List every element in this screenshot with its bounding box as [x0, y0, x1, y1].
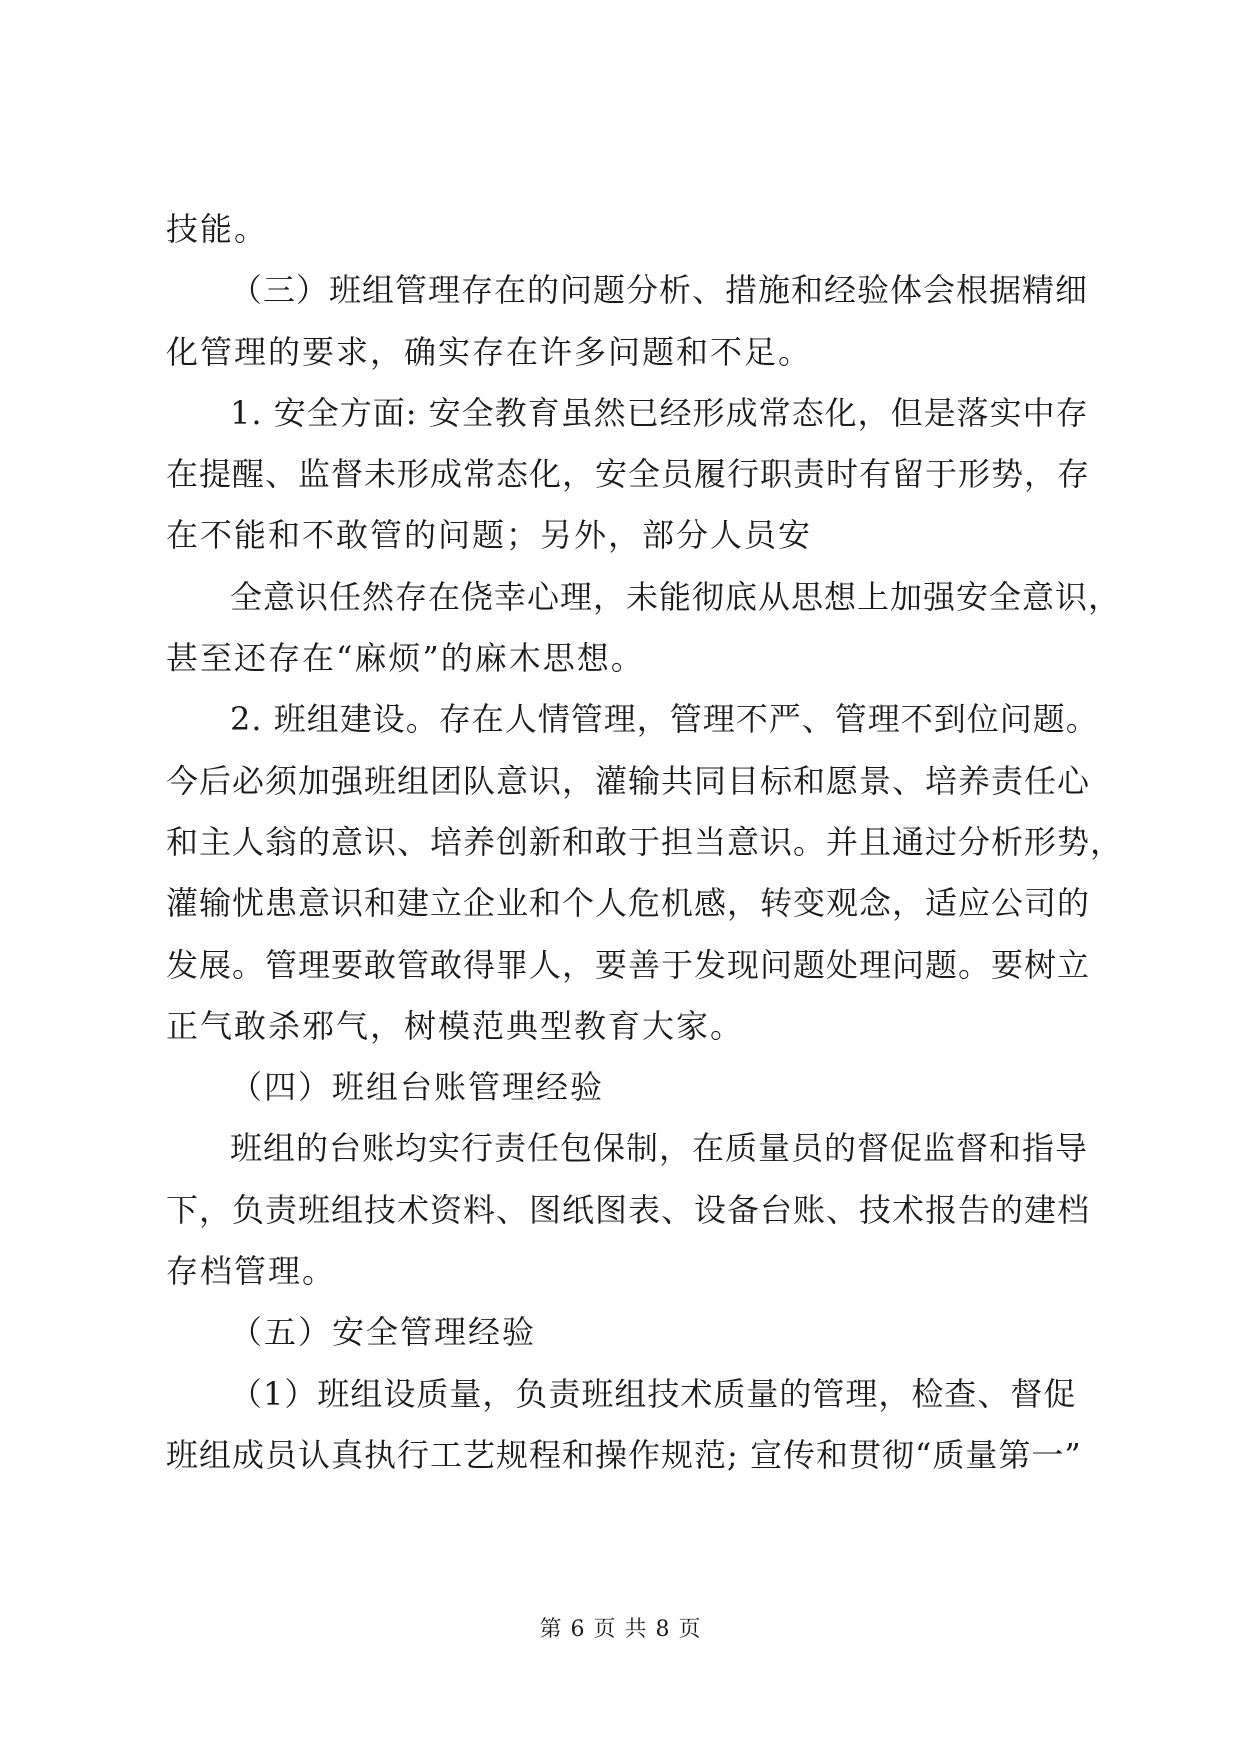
text-line: 技能。	[166, 210, 269, 248]
text-line: 班组的台账均实行责任包保制，在质量员的督促监督和指导	[230, 1129, 1089, 1168]
text-line: 1. 安全方面: 安全教育虽然已经形成常态化，但是落实中存	[230, 393, 1089, 432]
text-line: 下，负责班组技术资料、图纸图表、设备台账、技术报告的建档	[166, 1190, 1091, 1229]
text-line: 发展。管理要敢管敢得罪人，要善于发现问题处理问题。要树立	[166, 945, 1091, 984]
text-line: 班组成员认真执行工艺规程和操作规范; 宣传和贯彻“质量第一”	[166, 1435, 1082, 1474]
text-line: （五）安全管理经验	[230, 1313, 537, 1352]
text-line: 甚至还存在“麻烦”的麻木思想。	[166, 639, 645, 678]
page-footer: 第 6 页 共 8 页	[539, 1617, 702, 1642]
text-line: （四）班组台账管理经验	[230, 1068, 605, 1107]
text-line: 存档管理。	[166, 1252, 337, 1291]
text-line: 灌输忧患意识和建立企业和个人危机感，转变观念，适应公司的	[166, 884, 1091, 923]
text-line: 和主人翁的意识、培养创新和敢于担当意识。并且通过分析形势，	[166, 822, 1124, 861]
text-line: 今后必须加强班组团队意识，灌输共同目标和愿景、培养责任心	[166, 761, 1091, 800]
text-line: （三）班组管理存在的问题分析、措施和经验体会根据精细	[230, 271, 1089, 310]
text-line: 化管理的要求，确实存在许多问题和不足。	[166, 332, 813, 371]
text-line: 在提醒、监督未形成常态化，安全员履行职责时有留于形势，存	[166, 455, 1091, 494]
text-line: 在不能和不敢管的问题；另外，部分人员安	[166, 516, 813, 555]
text-line: 全意识任然存在侥幸心理，未能彻底从思想上加强安全意识，	[230, 577, 1122, 616]
text-line: 2. 班组建设。存在人情管理，管理不严、管理不到位问题。	[230, 700, 1099, 739]
text-line: （1）班组设质量，负责班组技术质量的管理，检查、督促	[230, 1374, 1077, 1413]
text-line: 正气敢杀邪气，树模范典型教育大家。	[166, 1006, 745, 1045]
document-body	[166, 205, 1124, 1492]
